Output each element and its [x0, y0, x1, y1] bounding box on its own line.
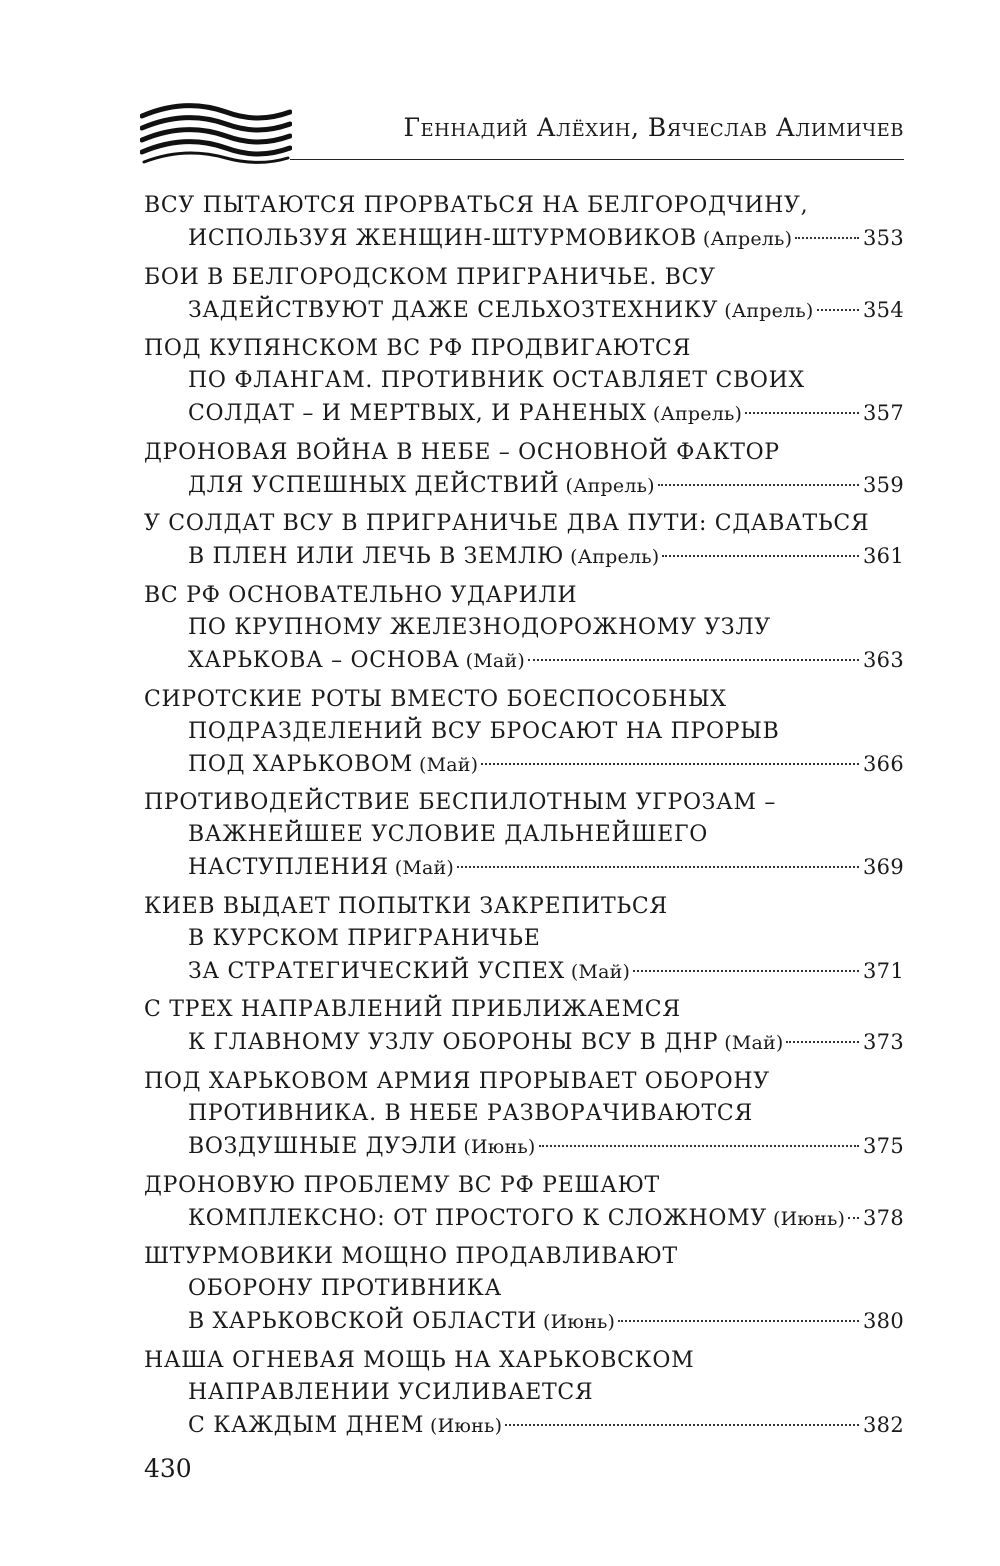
dot-leader — [848, 1217, 859, 1219]
toc-entry-line — [144, 222, 904, 255]
toc-entry-title-text: С ТРЕХ НАПРАВЛЕНИЙ ПРИБЛИЖАЕМСЯ — [144, 997, 681, 1023]
header-rule — [290, 159, 904, 160]
toc-entry — [144, 1241, 904, 1338]
toc-entry-title-text: ДЛЯ УСПЕШНЫХ ДЕЙСТВИЙ — [188, 472, 560, 498]
toc-entry-page: 375 — [863, 1133, 904, 1158]
toc-entry-title-text: ВС РФ ОСНОВАТЕЛЬНО УДАРИЛИ — [144, 582, 578, 608]
toc-entry-line — [144, 580, 904, 612]
toc-entry-title-text: ЗА СТРАТЕГИЧЕСКИЙ УСПЕХ — [188, 958, 565, 984]
toc-entry-line — [144, 1409, 904, 1442]
toc-entry-page: 361 — [863, 544, 904, 569]
toc-entry-line — [144, 684, 904, 716]
dot-leader — [745, 412, 859, 414]
toc-entry-line — [144, 1241, 904, 1273]
toc-entry — [144, 437, 904, 502]
toc-entry-line — [144, 262, 904, 294]
toc-entry-title-text: ДРОНОВУЮ ПРОБЛЕМУ ВС РФ РЕШАЮТ — [144, 1172, 660, 1198]
dot-leader — [633, 970, 859, 972]
toc-entry — [144, 1170, 904, 1235]
toc-entry-title-text: ПОД КУПЯНСКОМ ВС РФ ПРОДВИГАЮТСЯ — [144, 336, 692, 362]
toc-entry-line — [144, 748, 904, 781]
toc-entry-title-text: ЗАДЕЙСТВУЮТ ДАЖЕ СЕЛЬХОЗТЕХНИКУ — [188, 297, 719, 323]
toc-entry-line — [144, 1026, 904, 1059]
toc-entry — [144, 994, 904, 1059]
toc-entry-month: (Апрель) — [724, 299, 814, 322]
toc-entry-title-text: ОБОРОНУ ПРОТИВНИКА — [188, 1276, 502, 1302]
dot-leader — [662, 555, 859, 557]
toc-entry-line — [144, 333, 904, 365]
dot-leader — [539, 1145, 860, 1147]
toc-entry-month: (Апрель) — [565, 474, 655, 497]
toc-entry-month: (Май) — [418, 753, 479, 776]
toc-entry-page: 371 — [863, 958, 904, 983]
toc-entry-title-text: ВОЗДУШНЫЕ ДУЭЛИ — [188, 1133, 458, 1159]
toc-entry-title-text: СИРОТСКИЕ РОТЫ ВМЕСТО БОЕСПОСОБНЫХ — [144, 686, 727, 712]
toc-entry-line — [144, 397, 904, 430]
toc-entry-month: (Апрель) — [652, 403, 743, 426]
dot-leader — [786, 1041, 859, 1043]
toc-entry-line — [144, 1345, 904, 1377]
toc-entry-page: 353 — [863, 226, 904, 250]
toc-entry-line — [144, 190, 904, 222]
toc-entry-line — [144, 787, 904, 819]
toc-entry-month: (Май) — [394, 857, 454, 880]
toc-entry-line — [144, 437, 904, 469]
toc-entry-title-text: В КУРСКОМ ПРИГРАНИЧЬЕ — [188, 925, 541, 951]
table-of-contents — [144, 190, 904, 1448]
toc-entry-title-text: К ГЛАВНОМУ УЗЛУ ОБОРОНЫ ВСУ В ДНР — [188, 1030, 719, 1056]
toc-entry-title-text: ПО ФЛАНГАМ. ПРОТИВНИК ОСТАВЛЯЕТ СВОИХ — [188, 368, 805, 394]
toc-entry-page: 382 — [863, 1412, 904, 1437]
ribbon-logo-icon — [140, 98, 292, 166]
toc-entry-line — [144, 1170, 904, 1202]
toc-entry-page: 366 — [863, 751, 904, 776]
toc-entry-line — [144, 1130, 904, 1163]
toc-entry-title-text: ВСУ ПЫТАЮТСЯ ПРОРВАТЬСЯ НА БЕЛГОРОДЧИНУ, — [144, 193, 809, 218]
toc-entry-month: (Апрель) — [702, 228, 793, 250]
toc-entry — [144, 333, 904, 430]
toc-entry-title-text: ПОД ХАРЬКОВОМ АРМИЯ ПРОРЫВАЕТ ОБОРОНУ — [144, 1068, 770, 1094]
toc-entry-line — [144, 612, 904, 644]
toc-entry-title-text: ИСПОЛЬЗУЯ ЖЕНЩИН-ШТУРМОВИКОВ — [188, 226, 697, 251]
toc-entry-line — [144, 1202, 904, 1235]
toc-entry-line — [144, 819, 904, 851]
toc-entry-line — [144, 955, 904, 988]
dot-leader — [618, 1320, 859, 1322]
toc-entry-line — [144, 923, 904, 955]
toc-entry-page: 378 — [863, 1205, 904, 1230]
toc-entry-page: 357 — [863, 401, 904, 426]
toc-entry-title-text: ПРОТИВНИКА. В НЕБЕ РАЗВОРАЧИВАЮТСЯ — [188, 1100, 753, 1126]
toc-entry-line — [144, 644, 904, 677]
toc-entry-line — [144, 469, 904, 502]
toc-entry-month: (Июнь) — [463, 1135, 536, 1158]
toc-entry-month: (Май) — [724, 1032, 784, 1055]
toc-entry-title-text: ШТУРМОВИКИ МОЩНО ПРОДАВЛИВАЮТ — [144, 1244, 678, 1270]
dot-leader — [795, 237, 859, 239]
toc-entry-line — [144, 365, 904, 397]
toc-entry-line — [144, 1066, 904, 1098]
toc-entry-title-text: В ПЛЕН ИЛИ ЛЕЧЬ В ЗЕМЛЮ — [188, 544, 565, 570]
toc-entry-month: (Июнь) — [430, 1414, 503, 1437]
toc-entry-month: (Июнь) — [543, 1311, 616, 1334]
toc-entry-line — [144, 716, 904, 748]
toc-entry-title-text: ПО КРУПНОМУ ЖЕЛЕЗНОДОРОЖНОМУ УЗЛУ — [188, 614, 771, 640]
toc-entry-line — [144, 994, 904, 1026]
toc-entry — [144, 508, 904, 573]
toc-entry-page: 373 — [863, 1030, 904, 1055]
dot-leader — [528, 659, 859, 661]
toc-entry-page: 363 — [863, 647, 904, 672]
toc-entry-line — [144, 851, 904, 884]
toc-entry-title-text: ПОДРАЗДЕЛЕНИЙ ВСУ БРОСАЮТ НА ПРОРЫВ — [188, 718, 780, 744]
toc-entry-title-text: КОМПЛЕКСНО: ОТ ПРОСТОГО К СЛОЖНОМУ — [188, 1205, 767, 1231]
toc-entry-line — [144, 1273, 904, 1305]
toc-entry — [144, 190, 904, 255]
toc-entry-title-text: НАСТУПЛЕНИЯ — [188, 855, 389, 881]
dot-leader — [817, 309, 860, 311]
page-number: 430 — [144, 1454, 192, 1483]
toc-entry — [144, 1345, 904, 1442]
dot-leader — [457, 866, 859, 868]
toc-entry-title-text: С КАЖДЫМ ДНЕМ — [188, 1412, 425, 1438]
toc-entry-title-text: ХАРЬКОВА – ОСНОВА — [188, 647, 460, 673]
toc-entry-title-text: СОЛДАТ – И МЕРТВЫХ, И РАНЕНЫХ — [188, 401, 647, 427]
toc-entry — [144, 1066, 904, 1163]
dot-leader — [505, 1424, 859, 1426]
toc-entry — [144, 787, 904, 884]
toc-entry-month: (Май) — [465, 649, 525, 672]
toc-entry-title-text: У СОЛДАТ ВСУ В ПРИГРАНИЧЬЕ ДВА ПУТИ: СДАВАТЬСЯ — [144, 511, 870, 537]
toc-entry-page: 359 — [863, 472, 904, 497]
toc-entry-title-text: ПРОТИВОДЕЙСТВИЕ БЕСПИЛОТНЫМ УГРОЗАМ – — [144, 790, 777, 816]
toc-entry-line — [144, 1377, 904, 1409]
toc-entry-line — [144, 540, 904, 573]
toc-entry-month: (Июнь) — [772, 1207, 846, 1230]
toc-entry-page: 369 — [863, 855, 904, 880]
toc-entry-page: 380 — [863, 1309, 904, 1334]
toc-entry-title-text: В ХАРЬКОВСКОЙ ОБЛАСТИ — [188, 1309, 538, 1335]
running-header-author: Геннадий Алёхин, Вячеслав Алимичев — [403, 113, 904, 142]
toc-entry-line — [144, 1098, 904, 1130]
toc-entry — [144, 262, 904, 327]
toc-entry-title-text: НАПРАВЛЕНИИ УСИЛИВАЕТСЯ — [188, 1379, 594, 1405]
toc-entry-title-text: ВАЖНЕЙШЕЕ УСЛОВИЕ ДАЛЬНЕЙШЕГО — [188, 822, 708, 848]
toc-entry-month: (Май) — [570, 960, 631, 983]
toc-entry-month: (Апрель) — [570, 546, 660, 569]
toc-entry — [144, 684, 904, 781]
toc-entry-title-text: КИЕВ ВЫДАЕТ ПОПЫТКИ ЗАКРЕПИТЬСЯ — [144, 893, 668, 919]
toc-entry-line — [144, 891, 904, 923]
toc-entry — [144, 580, 904, 677]
toc-entry-line — [144, 1305, 904, 1338]
toc-entry-title-text: ДРОНОВАЯ ВОЙНА В НЕБЕ – ОСНОВНОЙ ФАКТОР — [144, 439, 780, 465]
toc-entry — [144, 891, 904, 988]
toc-entry-line — [144, 508, 904, 540]
dot-leader — [658, 484, 859, 486]
dot-leader — [481, 763, 859, 765]
toc-entry-title-text: ПОД ХАРЬКОВОМ — [188, 751, 413, 777]
toc-entry-line — [144, 294, 904, 327]
toc-entry-page: 354 — [863, 297, 904, 322]
toc-entry-title-text: БОИ В БЕЛГОРОДСКОМ ПРИГРАНИЧЬЕ. ВСУ — [144, 264, 716, 290]
toc-entry-title-text: НАША ОГНЕВАЯ МОЩЬ НА ХАРЬКОВСКОМ — [144, 1347, 695, 1373]
